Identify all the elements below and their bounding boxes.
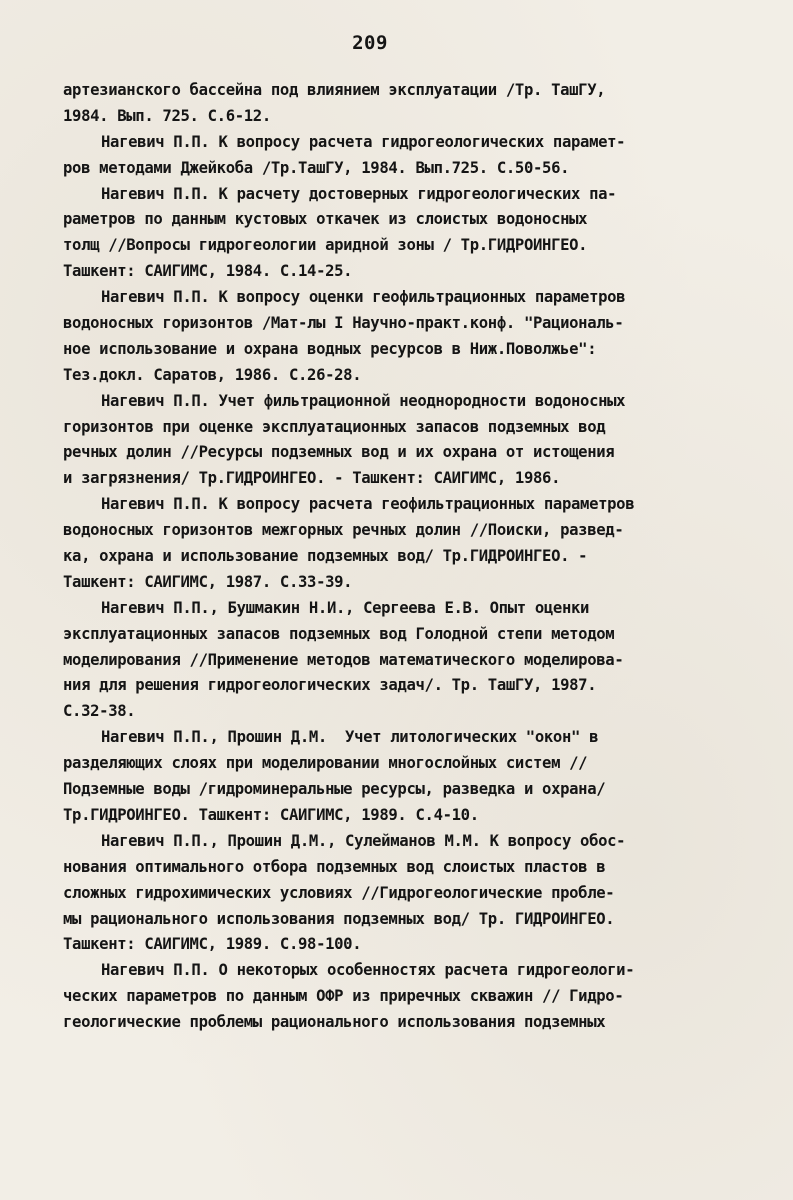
text-line: мы рационального использования подземных вод/ Тр. ГИДРОИНГЕО. [63,909,615,928]
page-number: 209 [352,32,388,54]
text-line: Нагевич П.П., Прошин Д.М. Учет литологических "окон" в [101,728,599,747]
text-line: ческих параметров по данным ОФР из приречных скважин // Гидро- [63,987,624,1006]
text-line: Ташкент: САИГИМС, 1987. С.33-39. [63,572,353,591]
text-line: Ташкент: САИГИМС, 1984. С.14-25. [63,262,353,281]
text-line: Нагевич П.П. О некоторых особенностях расчета гидрогеологи- [101,961,635,980]
text-line: артезианского бассейна под влиянием эксплуатации /Тр. ТашГУ, [63,81,606,99]
text-line: Тез.докл. Саратов, 1986. С.26-28. [63,365,362,384]
text-line: раметров по данным кустовых откачек из слоистых водоносных [63,210,588,229]
text-line: Нагевич П.П. К вопросу расчета гидрогеологических парамет- [101,132,626,151]
text-line: водоносных горизонтов /Мат-лы I Научно-практ.конф. "Рациональ- [63,314,624,333]
text-line: ка, охрана и использование подземных вод/ Тр.ГИДРОИНГЕО. - [63,547,588,566]
text-line: сложных гидрохимических условиях //Гидрогеологические пробле- [63,883,615,902]
text-line: Нагевич П.П. К вопросу расчета геофильтрационных параметров [101,495,635,514]
text-line: Тр.ГИДРОИНГЕО. Ташкент: САИГИМС, 1989. С.4-10. [63,805,479,824]
bibliography-text [63,78,743,1036]
text-line: эксплуатационных запасов подземных вод Голодной степи методом [63,624,615,643]
text-line: речных долин //Ресурсы подземных вод и их охрана от истощения [63,443,615,462]
text-line: нования оптимального отбора подземных вод слоистых пластов в [63,857,606,876]
text-line: водоносных горизонтов межгорных речных долин //Поиски, развед- [63,521,624,540]
text-line: моделирования //Применение методов математического моделирова- [63,650,624,669]
text-line: и загрязнения/ Тр.ГИДРОИНГЕО. - Ташкент: САИГИМС, 1986. [63,469,561,488]
text-line: 1984. Вып. 725. С.6-12. [63,106,271,125]
text-line: ров методами Джейкоба /Тр.ТашГУ, 1984. Вып.725. С.50-56. [63,158,570,177]
text-line: ния для решения гидрогеологических задач/. Тр. ТашГУ, 1987. [63,676,597,695]
text-line: геологические проблемы рационального использования подземных [63,1013,606,1032]
text-line: С.32-38. [63,702,136,721]
text-line: Нагевич П.П. К расчету достоверных гидрогеологических па- [101,184,617,203]
text-line: Подземные воды /гидроминеральные ресурсы, разведка и охрана/ [63,780,606,799]
text-line: разделяющих слоях при моделировании многослойных систем // [63,754,588,773]
text-line: Нагевич П.П. Учет фильтрационной неоднородности водоносных [101,391,626,410]
text-line: ное использование и охрана водных ресурсов в Ниж.Поволжье": [63,339,597,358]
text-line: горизонтов при оценке эксплуатационных запасов подземных вод [63,417,606,436]
text-line: Нагевич П.П., Бушмакин Н.И., Сергеева Е.В. Опыт оценки [101,598,590,617]
text-line: Нагевич П.П. К вопросу оценки геофильтрационных параметров [101,288,626,307]
text-line: толщ //Вопросы гидрогеологии аридной зоны / Тр.ГИДРОИНГЕО. [63,236,588,255]
text-line: Ташкент: САИГИМС, 1989. С.98-100. [63,935,362,954]
text-line: Нагевич П.П., Прошин Д.М., Сулейманов М.М. К вопросу обос- [101,831,626,850]
